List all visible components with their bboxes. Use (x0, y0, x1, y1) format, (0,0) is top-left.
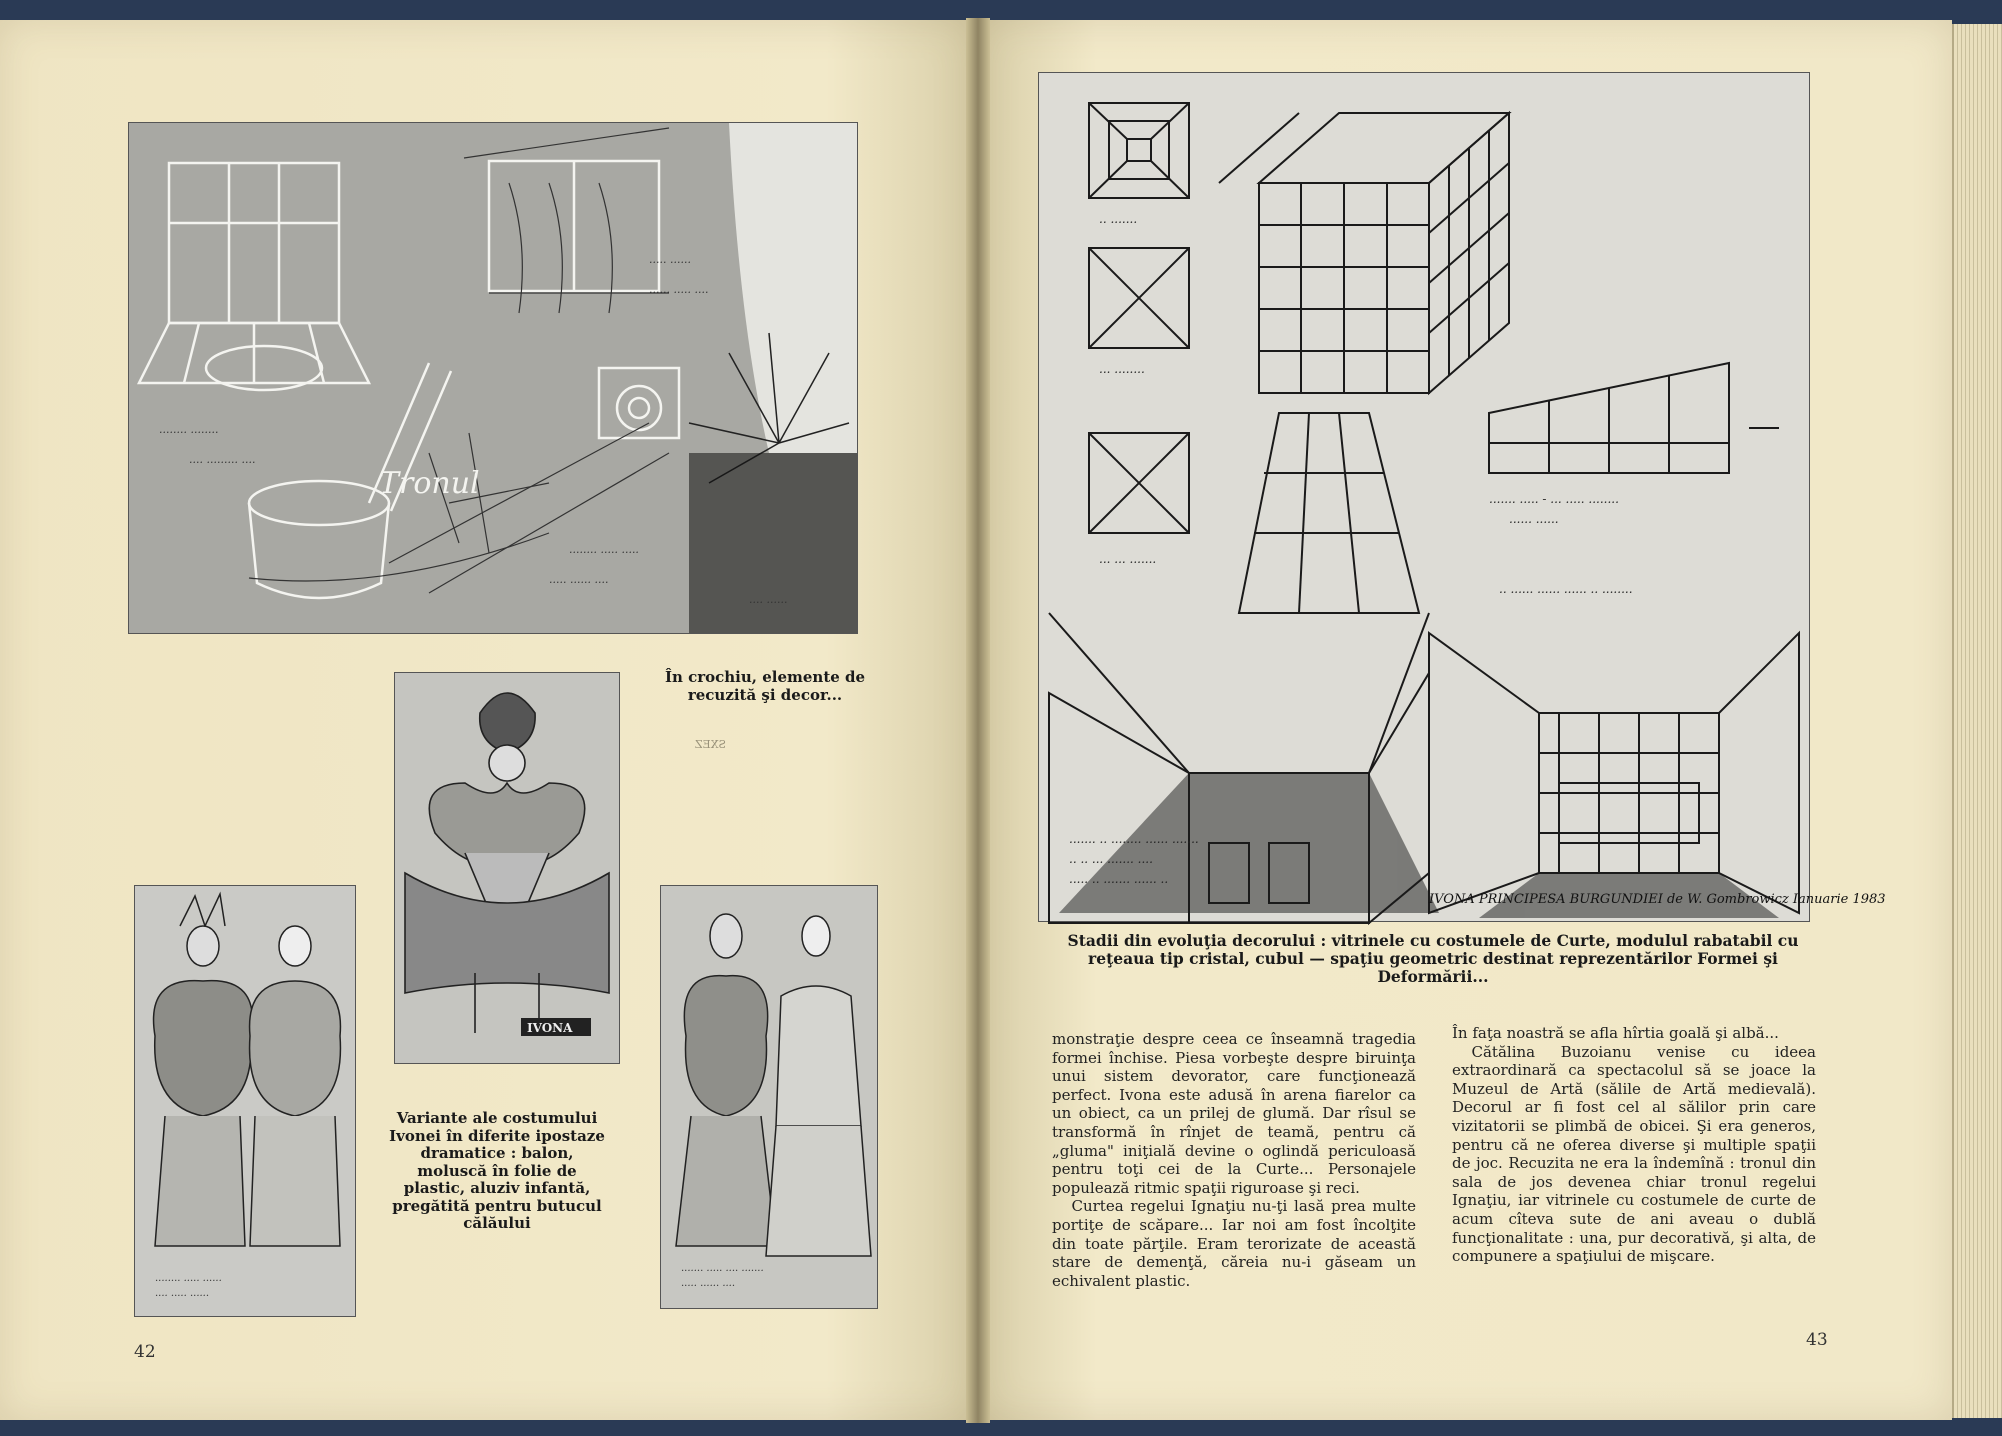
right-column-1 (1052, 1030, 1416, 1290)
svg-text:....... .. ........ ...... ...: ....... .. ........ ...... ....... (1069, 832, 1199, 846)
svg-text:.... ......... ....: .... ......... .... (189, 453, 256, 466)
page-number-right: 43 (1806, 1330, 1828, 1350)
page-edges (1952, 24, 2002, 1418)
page-number-left: 42 (134, 1342, 156, 1362)
col1-paragraph-1: monstraţie despre ceea ce înseamnă tragedia formei închise. Piesa vorbeşte despre biruinţa unui sistem devorator, care funcţionează perfect. Ivona este adusă în arena fiarelor ca un obiect, ca un prilej de glumă. Dar rîsul se transformă în rînjet de teamă, pentru că „gluma" iniţială devine o oglindă periculoasă pentru toţi cei de la Curte... Personajele populează ritmic spaţii riguroase şi reci. (1052, 1030, 1416, 1197)
ivona-label: IVONA (527, 1021, 573, 1035)
svg-text:........ ........: ........ ........ (159, 423, 219, 436)
col2-paragraph-1: În faţa noastră se afla hîrtia goală şi albă... (1452, 1024, 1779, 1042)
svg-text:.. .......: .. ....... (1099, 212, 1138, 226)
mirror-text: SXEZ (695, 738, 727, 751)
costume-sketch-center (394, 672, 620, 1064)
costume-sketch-right (660, 885, 878, 1309)
svg-text:..... ...... ....: ..... ...... .... (681, 1278, 736, 1289)
svg-text:...... ..... ....: ...... ..... .... (649, 283, 709, 296)
stage-sketch-image (128, 122, 858, 634)
svg-text:.. .. ... ....... ....: .. .. ... ....... .... (1069, 852, 1153, 866)
svg-text:...... ......: ...... ...... (1509, 512, 1559, 526)
svg-text:........ ..... .....: ........ ..... ..... (569, 543, 639, 556)
svg-text:........ ..... ......: ........ ..... ...... (155, 1273, 222, 1284)
costume-sketch-left (134, 885, 356, 1317)
right-column-2 (1452, 1024, 1816, 1266)
svg-text:..... ......: ..... ...... (649, 253, 691, 266)
svg-text:....... ..... .... .......: ....... ..... .... ....... (681, 1263, 764, 1274)
col2-paragraph-2: Cătălina Buzoianu venise cu ideea extraordinară ca spectacolul să se joace la Muzeul de Artă (sălile de Artă medievală). Decorul ar fi fost cel al sălilor prin care vizitatorii se plimbă de obicei. Şi era generos, pentru că ne oferea diverse şi multiple spaţii de joc. Recuzita ne era la îndemînă : tronul din sala de jos devenea chiar tronul regelui Ignaţiu, iar vitrinele cu costumele de curte de acum cîteva sute de ani aveau o dublă funcţionalitate : una, pur decorativă, şi alta, de compunere a spaţiului de mişcare. (1452, 1042, 1816, 1266)
svg-text:... ... .......: ... ... ....... (1099, 552, 1157, 566)
costume-caption: Variante ale costumului Ivonei în diferite ipostaze dramatice : balon, moluscă în folie de plastic, aluziv infantă, pregătită pentru butucul călăului (389, 1109, 605, 1232)
set-design-caption: Stadii din evoluţia decorului : vitrinele cu costumele de Curte, modulul rabatabil cu reţeaua tip cristal, cubul — spaţiu geometric destinat reprezentărilor Formei şi Deformării... (1067, 931, 1799, 986)
svg-text:..... ...... ....: ..... ...... .... (549, 573, 609, 586)
set-design-sketch-image (1038, 72, 1886, 922)
col1-paragraph-2: Curtea regelui Ignaţiu nu-ţi lasă prea multe portiţe de scăpare... Iar noi am fost încolţite din toate părţile. Eram terorizate de această stare de demenţă, căreia nu-i găseam un echivalent plastic. (1052, 1197, 1416, 1290)
tron-label: Tronul (379, 466, 480, 501)
svg-text:.... ..... ......: .... ..... ...... (155, 1288, 210, 1299)
svg-text:..... .. ....... ...... ..: ..... .. ....... ...... .. (1069, 872, 1169, 886)
sketch-caption: În crochiu, elemente de recuzită şi decor... (664, 668, 866, 704)
svg-text:... ........: ... ........ (1099, 362, 1145, 376)
sketch-signature: IVONA PRINCIPESA BURGUNDIEI de W. Gombrowicz Ianuarie 1983 (1429, 892, 1886, 907)
book-gutter (966, 18, 990, 1423)
svg-text:.. ...... ...... ...... .. ...: .. ...... ...... ...... .. ........ (1499, 582, 1633, 596)
svg-text:.... ......: .... ...... (749, 593, 788, 606)
svg-text:....... ..... - ... ..... ....: ....... ..... - ... ..... ........ (1489, 492, 1619, 506)
